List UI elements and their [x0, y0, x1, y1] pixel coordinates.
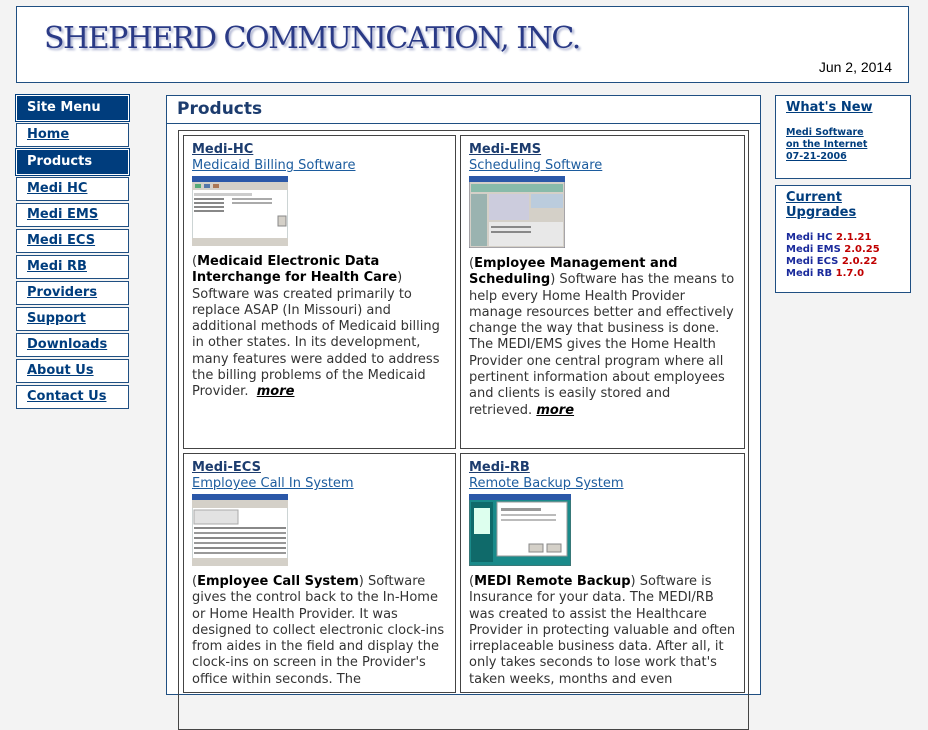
- product-subtitle-link[interactable]: Medicaid Billing Software: [192, 158, 356, 173]
- whats-new-box: [775, 95, 911, 179]
- upgrade-item-medi-rb: Medi RB 1.7.0: [786, 268, 865, 279]
- product-card-medi-hc: [183, 135, 456, 449]
- menu-item-contact-us[interactable]: Contact Us: [16, 385, 129, 409]
- menu-item-products[interactable]: Products: [16, 149, 129, 175]
- current-date: Jun 2, 2014: [818, 59, 892, 75]
- product-screenshot[interactable]: [192, 494, 288, 566]
- menu-item-support[interactable]: Support: [16, 307, 129, 331]
- menu-item-medi-ems[interactable]: Medi EMS: [16, 203, 129, 227]
- product-description: (Employee Management and Scheduling) Software has the means to help every Home Health Provider manage resources better and effectively change the way that business is done. The MEDI/EMS gives the Home Health Provider one central program where all pertinent information about employees and clients is easily stored and retrieved. more: [469, 256, 735, 418]
- menu-item-medi-rb[interactable]: Medi RB: [16, 255, 129, 279]
- more-link[interactable]: more: [256, 384, 295, 400]
- site-header: [16, 6, 909, 83]
- product-card-medi-ecs: [183, 453, 456, 693]
- current-upgrades-box: [775, 185, 911, 293]
- product-subtitle-link[interactable]: Employee Call In System: [192, 476, 354, 491]
- product-subtitle-link[interactable]: Scheduling Software: [469, 158, 603, 173]
- product-name-link[interactable]: Medi-HC: [192, 142, 254, 157]
- upgrades-list: [786, 232, 900, 280]
- product-description: (Medicaid Electronic Data Interchange for Health Care) Software was created primarily to replace ASAP (In Missouri) and additional methods of Medicaid billing in other states. In its development, many features were added to address the billing problems of the Medicaid Provider. more: [192, 254, 440, 400]
- upgrade-item-medi-hc: Medi HC 2.1.21: [786, 232, 872, 243]
- menu-item-medi-ecs[interactable]: Medi ECS: [16, 229, 129, 253]
- product-subtitle-link[interactable]: Remote Backup System: [469, 476, 624, 491]
- menu-item-medi-hc[interactable]: Medi HC: [16, 177, 129, 201]
- upgrades-title[interactable]: Current Upgrades: [786, 190, 857, 220]
- product-screenshot[interactable]: [469, 494, 571, 566]
- whats-new-title[interactable]: What's New: [786, 100, 873, 115]
- product-name-link[interactable]: Medi-ECS: [192, 460, 261, 475]
- product-card-medi-ems: [460, 135, 745, 449]
- company-logo[interactable]: SHEPHERD COMMUNICATION, INC.: [44, 21, 580, 56]
- site-menu-title: Site Menu: [16, 95, 129, 121]
- site-menu: [16, 95, 129, 411]
- product-card-medi-rb: [460, 453, 745, 693]
- products-panel: [166, 95, 761, 695]
- product-screenshot[interactable]: [469, 176, 565, 248]
- product-name-link[interactable]: Medi-RB: [469, 460, 530, 475]
- whats-new-link[interactable]: Medi Software on the Internet 07-21-2006: [786, 127, 868, 162]
- menu-item-home[interactable]: Home: [16, 123, 129, 147]
- product-description: (Employee Call System) Software gives the control back to the In-Home or Home Health Provider. It was designed to collect electronic clock-ins from aides in the field and display the clock-ins on screen in the Provider's office within seconds. The: [192, 574, 445, 687]
- title-divider: [167, 123, 760, 124]
- page-title: Products: [177, 99, 263, 119]
- more-link[interactable]: more: [536, 402, 575, 418]
- product-screenshot[interactable]: [192, 176, 288, 246]
- upgrade-item-medi-ems: Medi EMS 2.0.25: [786, 244, 880, 255]
- menu-item-downloads[interactable]: Downloads: [16, 333, 129, 357]
- product-description: (MEDI Remote Backup) Software is Insurance for your data. The MEDI/RB was created to assist the Healthcare Provider in protecting valuable and often irreplaceable business data. After all, it only takes seconds to lose work that's taken weeks, months and even: [469, 574, 736, 687]
- menu-item-providers[interactable]: Providers: [16, 281, 129, 305]
- menu-item-about-us[interactable]: About Us: [16, 359, 129, 383]
- product-name-link[interactable]: Medi-EMS: [469, 142, 542, 157]
- upgrade-item-medi-ecs: Medi ECS 2.0.22: [786, 256, 878, 267]
